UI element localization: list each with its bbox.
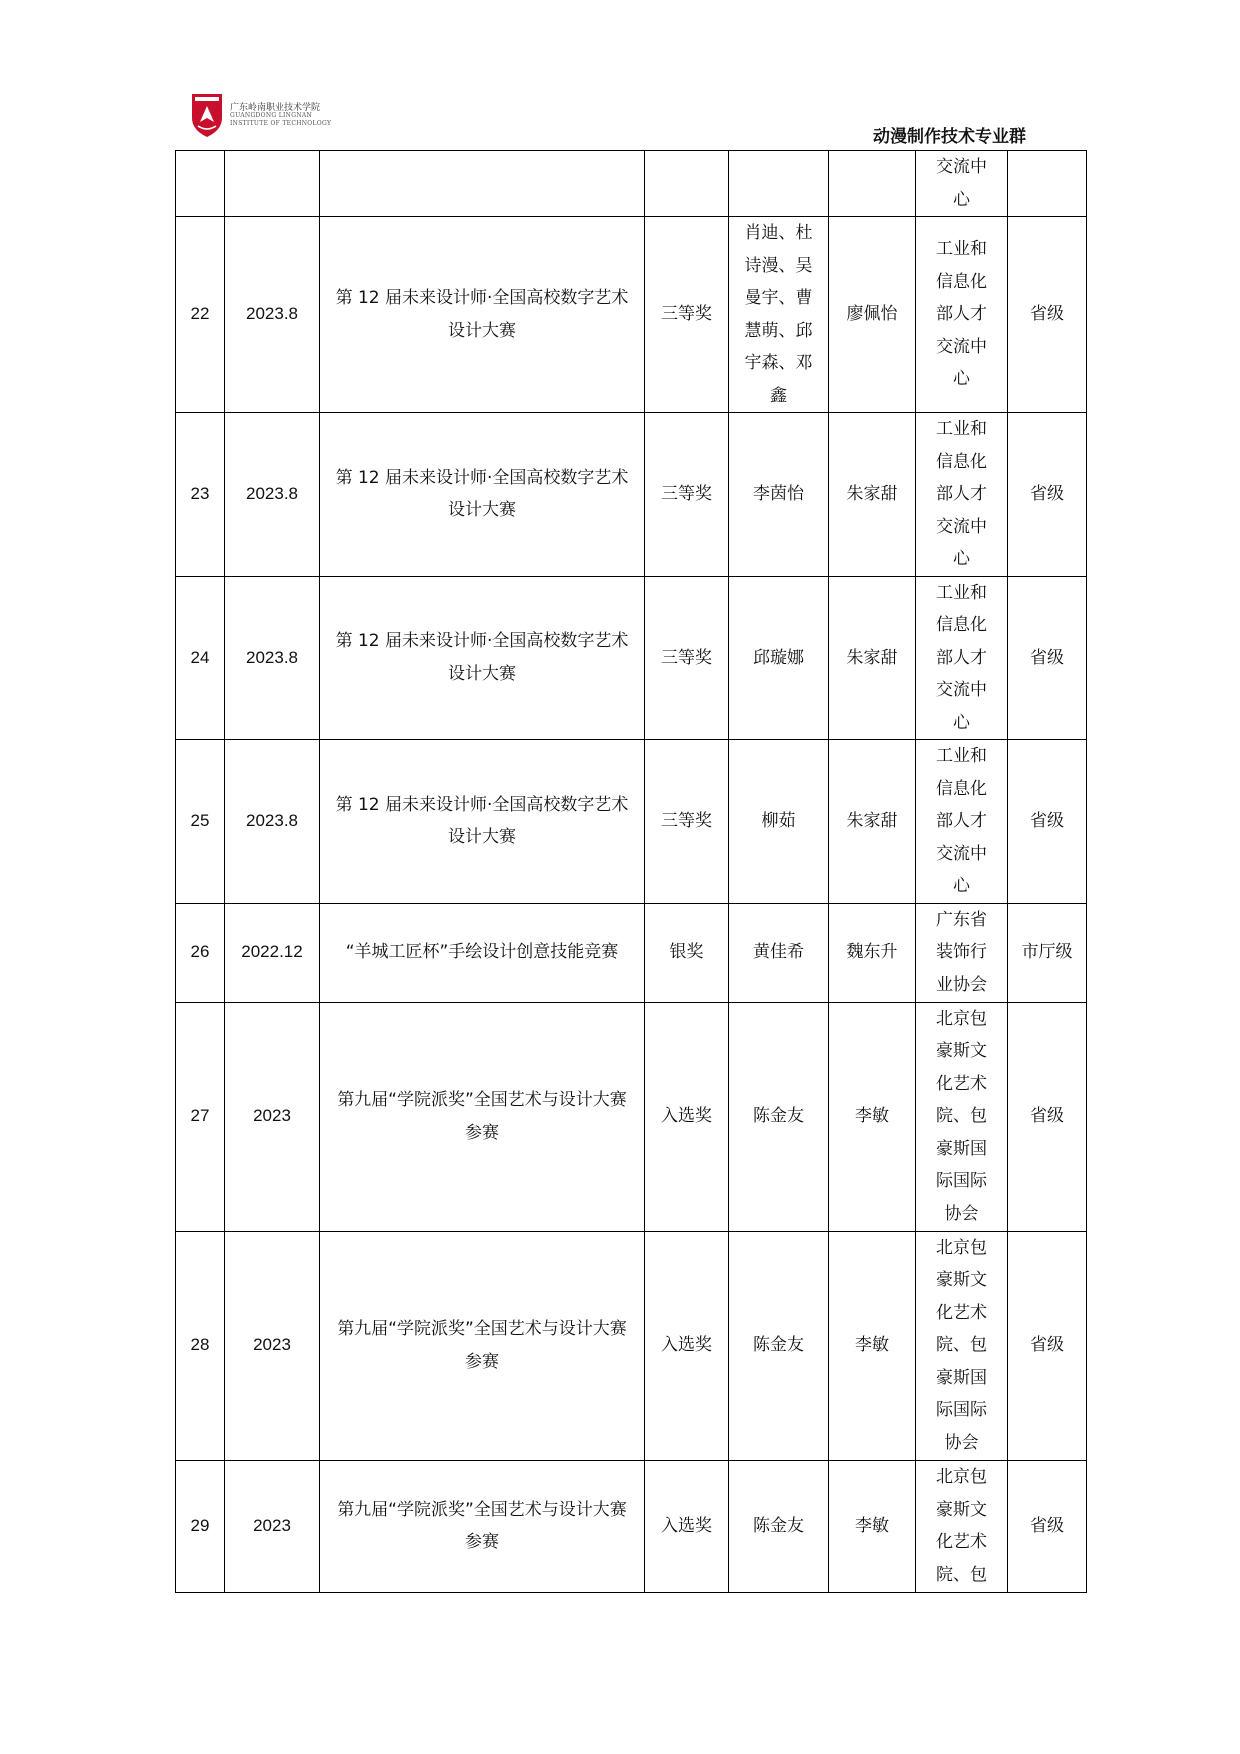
cell-level: 省级 xyxy=(1008,740,1087,904)
organizer-text: 工业和信息化部人才交流中心 xyxy=(936,419,987,569)
organizer-text: 北京包豪斯文化艺术院、包豪斯国际国际协会 xyxy=(936,1008,987,1224)
cell-students: 陈金友 xyxy=(729,1231,829,1460)
cell-level: 省级 xyxy=(1008,413,1087,577)
cell-students: 邱璇娜 xyxy=(729,576,829,740)
cell-date xyxy=(225,151,320,217)
cell-award: 入选奖 xyxy=(645,1002,729,1231)
competition-text: 第 12 届未来设计师·全国高校数字艺术设计大赛 xyxy=(335,794,629,848)
table-row xyxy=(176,1460,1087,1592)
cell-teacher: 李敏 xyxy=(829,1002,916,1231)
cell-students: 陈金友 xyxy=(729,1460,829,1592)
cell-award: 三等奖 xyxy=(645,413,729,577)
cell-date: 2023.8 xyxy=(225,576,320,740)
cell-organizer xyxy=(916,1002,1008,1231)
table-row xyxy=(176,1231,1087,1460)
organizer-text: 工业和信息化部人才交流中心 xyxy=(936,239,987,390)
cell-teacher: 朱家甜 xyxy=(829,576,916,740)
cell-teacher: 廖佩怡 xyxy=(829,217,916,413)
table-row xyxy=(176,217,1087,413)
cell-level: 省级 xyxy=(1008,1231,1087,1460)
cell-teacher: 魏东升 xyxy=(829,903,916,1002)
organizer-text: 工业和信息化部人才交流中心 xyxy=(936,746,987,896)
cell-level xyxy=(1008,151,1087,217)
cell-award: 入选奖 xyxy=(645,1231,729,1460)
cell-teacher: 朱家甜 xyxy=(829,740,916,904)
awards-table xyxy=(175,150,1087,1593)
cell-date: 2023.8 xyxy=(225,217,320,413)
cell-level: 省级 xyxy=(1008,217,1087,413)
cell-level: 省级 xyxy=(1008,576,1087,740)
cell-no: 24 xyxy=(176,576,225,740)
students-text: 肖迪、杜诗漫、吴曼宇、曹慧萌、邱宇森、邓鑫 xyxy=(744,223,813,406)
competition-text: “羊城工匠杯”手绘设计创意技能竞赛 xyxy=(345,942,619,963)
cell-award: 入选奖 xyxy=(645,1460,729,1592)
cell-students xyxy=(729,151,829,217)
table-row xyxy=(176,1002,1087,1231)
cell-level: 市厅级 xyxy=(1008,903,1087,1002)
cell-teacher xyxy=(829,151,916,217)
cell-students: 黄佳希 xyxy=(729,903,829,1002)
cell-award: 三等奖 xyxy=(645,217,729,413)
cell-organizer xyxy=(916,740,1008,904)
table-row xyxy=(176,151,1087,217)
cell-organizer xyxy=(916,1460,1008,1592)
organizer-text: 交流中心 xyxy=(936,157,987,210)
cell-students: 柳茹 xyxy=(729,740,829,904)
cell-teacher: 朱家甜 xyxy=(829,413,916,577)
table-row xyxy=(176,576,1087,740)
cell-competition xyxy=(320,1231,645,1460)
cell-organizer xyxy=(916,903,1008,1002)
cell-no xyxy=(176,151,225,217)
competition-text: 第 12 届未来设计师·全国高校数字艺术设计大赛 xyxy=(335,467,629,521)
cell-students xyxy=(729,217,829,413)
cell-no: 28 xyxy=(176,1231,225,1460)
cell-no: 23 xyxy=(176,413,225,577)
cell-no: 27 xyxy=(176,1002,225,1231)
competition-text: 第九届“学院派奖”全国艺术与设计大赛 参赛 xyxy=(337,1499,627,1552)
logo-name-en-2: INSTITUTE OF TECHNOLOGY xyxy=(230,120,332,127)
logo-name-cn: 广东岭南职业技术学院 xyxy=(230,103,321,113)
cell-competition xyxy=(320,1460,645,1592)
cell-date: 2023.8 xyxy=(225,740,320,904)
cell-students: 陈金友 xyxy=(729,1002,829,1231)
table-row xyxy=(176,740,1087,904)
cell-no: 25 xyxy=(176,740,225,904)
cell-no: 26 xyxy=(176,903,225,1002)
organizer-text: 工业和信息化部人才交流中心 xyxy=(936,582,987,733)
cell-competition xyxy=(320,576,645,740)
cell-date: 2023 xyxy=(225,1460,320,1592)
organizer-text: 广东省装饰行业协会 xyxy=(936,909,987,995)
logo-name-en-1: GUANGDONG LINGNAN xyxy=(230,112,313,119)
cell-award xyxy=(645,151,729,217)
competition-text: 第九届“学院派奖”全国艺术与设计大赛 参赛 xyxy=(337,1090,627,1143)
organizer-text: 北京包豪斯文化艺术院、包 xyxy=(936,1467,987,1585)
cell-competition xyxy=(320,413,645,577)
cell-award: 三等奖 xyxy=(645,740,729,904)
school-logo xyxy=(190,92,330,140)
cell-competition xyxy=(320,740,645,904)
cell-competition xyxy=(320,217,645,413)
cell-teacher: 李敏 xyxy=(829,1231,916,1460)
cell-award: 三等奖 xyxy=(645,576,729,740)
cell-level: 省级 xyxy=(1008,1002,1087,1231)
competition-text: 第九届“学院派奖”全国艺术与设计大赛 参赛 xyxy=(337,1319,627,1372)
competition-text: 第 12 届未来设计师·全国高校数字艺术设计大赛 xyxy=(335,288,629,341)
cell-organizer xyxy=(916,576,1008,740)
cell-competition xyxy=(320,903,645,1002)
cell-no: 29 xyxy=(176,1460,225,1592)
cell-date: 2022.12 xyxy=(225,903,320,1002)
page-header-title: 动漫制作技术专业群 xyxy=(873,127,1026,147)
cell-competition xyxy=(320,151,645,217)
cell-organizer xyxy=(916,151,1008,217)
table-row xyxy=(176,903,1087,1002)
cell-no: 22 xyxy=(176,217,225,413)
cell-date: 2023 xyxy=(225,1231,320,1460)
table-row xyxy=(176,413,1087,577)
cell-students: 李茵怡 xyxy=(729,413,829,577)
cell-organizer xyxy=(916,413,1008,577)
cell-competition xyxy=(320,1002,645,1231)
cell-date: 2023.8 xyxy=(225,413,320,577)
cell-level: 省级 xyxy=(1008,1460,1087,1592)
school-crest-icon xyxy=(190,92,224,138)
organizer-text: 北京包豪斯文化艺术院、包豪斯国际国际协会 xyxy=(936,1237,987,1453)
cell-award: 银奖 xyxy=(645,903,729,1002)
cell-organizer xyxy=(916,1231,1008,1460)
cell-teacher: 李敏 xyxy=(829,1460,916,1592)
cell-date: 2023 xyxy=(225,1002,320,1231)
competition-text: 第 12 届未来设计师·全国高校数字艺术设计大赛 xyxy=(335,631,629,684)
cell-organizer xyxy=(916,217,1008,413)
